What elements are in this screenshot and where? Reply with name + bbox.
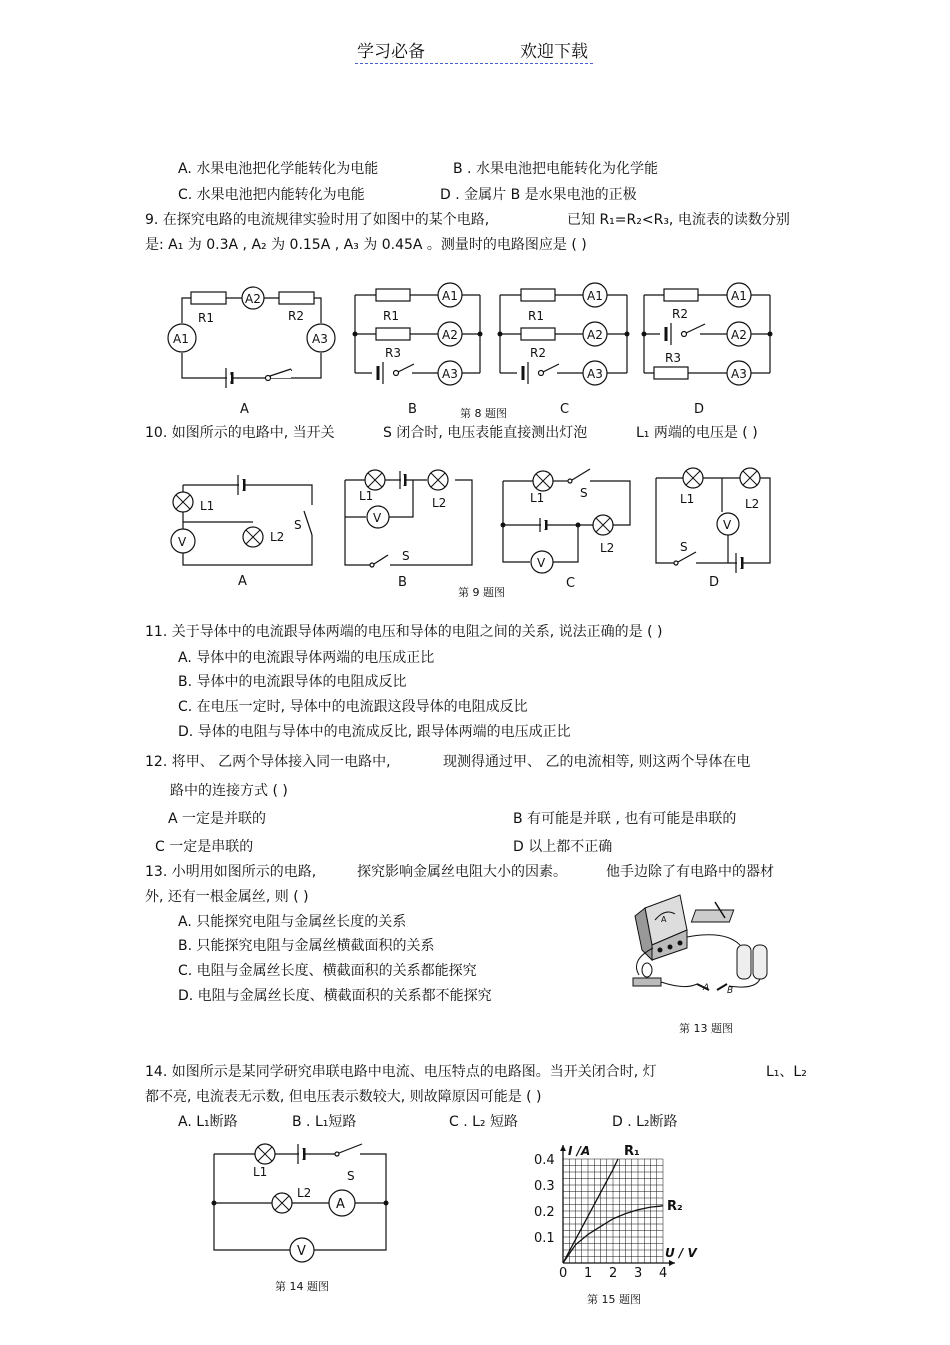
x-axis-label: U / V (665, 1246, 697, 1260)
svg-text:A1: A1 (587, 289, 603, 303)
q15-figure-caption: 第 15 题图 (587, 1293, 641, 1306)
svg-text:A3: A3 (731, 367, 747, 381)
svg-text:L1: L1 (359, 489, 374, 503)
svg-text:L1: L1 (530, 491, 545, 505)
q11-option-c: C. 在电压一定时, 导体中的电流跟这段导体的电阻成反比 (178, 699, 528, 715)
svg-text:V: V (178, 535, 187, 549)
svg-text:R2: R2 (288, 309, 304, 323)
q10-stem-c: L₁ 两端的电压是 ( ) (636, 425, 758, 441)
q11-option-b: B. 导体中的电流跟导体的电阻成反比 (178, 674, 407, 690)
q13-stem-b: 探究影响金属丝电阻大小的因素。 (357, 864, 567, 880)
q11-stem: 11. 关于导体中的电流跟导体两端的电压和导体的电阻之间的关系, 说法正确的是 ( ) (145, 624, 663, 640)
svg-text:B: B (727, 986, 734, 996)
q12-stem-b: 现测得通过甲、 乙的电流相等, 则这两个导体在电 (443, 754, 751, 770)
q13-option-a: A. 只能探究电阻与金属丝长度的关系 (178, 914, 407, 930)
svg-text:R2: R2 (672, 307, 688, 321)
y-tick-label: 0.4 (534, 1153, 555, 1168)
svg-text:L1: L1 (200, 499, 215, 513)
q15-iu-graph (530, 1135, 710, 1285)
q8-option-c: C. 水果电池把内能转化为电能 (178, 187, 365, 203)
svg-text:A1: A1 (442, 289, 458, 303)
series-label-2: R₂ (667, 1198, 683, 1214)
q9-label-d: D (694, 402, 705, 417)
q10-figure-caption: 第 9 题图 (458, 586, 505, 599)
svg-text:A1: A1 (173, 332, 189, 346)
svg-text:L1: L1 (253, 1165, 268, 1179)
q9-label-b: B (408, 402, 417, 417)
q9-figure-caption: 第 8 题图 (460, 407, 507, 420)
q12-option-d: D 以上都不正确 (513, 839, 613, 855)
q9-label-a: A (240, 402, 249, 417)
x-axis-arrow (669, 1260, 675, 1266)
q14-option-a: A. L₁断路 (178, 1114, 238, 1130)
svg-text:A3: A3 (442, 367, 458, 381)
q14-stem-a: 14. 如图所示是某同学研究串联电路中电流、电压特点的电路图。当开关闭合时, 灯 (145, 1064, 657, 1080)
x-tick-label: 1 (584, 1266, 593, 1281)
q12-option-a: A 一定是并联的 (168, 811, 267, 827)
svg-text:A: A (703, 983, 710, 993)
q14-option-c: C . L₂ 短路 (449, 1114, 518, 1130)
q12-stem-line2: 路中的连接方式 ( ) (170, 783, 288, 799)
svg-text:S: S (580, 486, 588, 500)
x-tick-label: 0 (559, 1266, 568, 1281)
q13-stem-line2: 外, 还有一根金属丝, 则 ( ) (145, 889, 309, 905)
svg-text:A2: A2 (587, 328, 603, 342)
svg-text:S: S (294, 518, 302, 532)
svg-text:V: V (373, 511, 382, 525)
q11-option-a: A. 导体中的电流跟导体两端的电压成正比 (178, 650, 435, 666)
q10-label-a: A (238, 574, 247, 589)
q10-label-d: D (709, 575, 720, 590)
q8-option-b: B . 水果电池把电能转化为化学能 (453, 161, 658, 177)
svg-text:S: S (680, 540, 688, 554)
q14-figure-caption: 第 14 题图 (275, 1280, 329, 1293)
q10-stem-b: S 闭合时, 电压表能直接测出灯泡 (383, 425, 588, 441)
svg-text:L2: L2 (297, 1186, 312, 1200)
svg-text:A2: A2 (245, 292, 261, 306)
q8-option-a: A. 水果电池把化学能转化为电能 (178, 161, 379, 177)
svg-text:L1: L1 (680, 492, 695, 506)
y-tick-label: 0.2 (534, 1205, 555, 1220)
q12-option-b: B 有可能是并联 , 也有可能是串联的 (513, 811, 737, 827)
svg-text:S: S (402, 549, 410, 563)
q12-stem-a: 12. 将甲、 乙两个导体接入同一电路中, (145, 754, 391, 770)
q8-option-d: D . 金属片 B 是水果电池的正极 (440, 187, 637, 203)
y-tick-label: 0.1 (534, 1231, 555, 1246)
x-tick-label: 4 (659, 1266, 668, 1281)
svg-text:R2: R2 (530, 346, 546, 360)
svg-text:A: A (336, 1197, 345, 1212)
svg-text:A: A (661, 915, 667, 924)
q12-option-c: C 一定是串联的 (155, 839, 254, 855)
y-axis-label: I /A (568, 1144, 591, 1158)
q9-stem-line2: 是: A₁ 为 0.3A , A₂ 为 0.15A , A₃ 为 0.45A 。测量时的电路图应是 ( ) (145, 237, 587, 253)
svg-text:R1: R1 (528, 309, 544, 323)
q14-stem-line2: 都不亮, 电流表无示数, 但电压表示数较大, 则故障原因可能是 ( ) (145, 1089, 542, 1105)
svg-text:A2: A2 (442, 328, 458, 342)
q13-stem-c: 他手边除了有电路中的器材 (606, 864, 774, 880)
q10-label-c: C (566, 576, 576, 591)
q10-label-b: B (398, 575, 407, 590)
q9-stem-line1a: 9. 在探究电路的电流规律实验时用了如图中的某个电路, (145, 212, 490, 228)
q14-option-d: D . L₂断路 (612, 1114, 678, 1130)
q11-option-d: D. 导体的电阻与导体中的电流成反比, 跟导体两端的电压成正比 (178, 724, 571, 740)
q14-stem-b: L₁、L₂ (766, 1064, 807, 1080)
y-axis-arrow (560, 1145, 566, 1151)
x-tick-label: 3 (634, 1266, 643, 1281)
header-left: 学习必备 (357, 42, 425, 62)
svg-text:R3: R3 (385, 346, 401, 360)
svg-text:V: V (297, 1244, 306, 1259)
svg-text:R1: R1 (383, 309, 399, 323)
svg-text:L2: L2 (432, 496, 447, 510)
svg-text:L2: L2 (600, 541, 615, 555)
svg-text:R1: R1 (198, 311, 214, 325)
svg-text:R3: R3 (665, 351, 681, 365)
svg-text:V: V (537, 556, 546, 570)
q13-option-c: C. 电阻与金属丝长度、横截面积的关系都能探究 (178, 963, 477, 979)
q13-figure-caption: 第 13 题图 (679, 1022, 733, 1035)
q13-option-b: B. 只能探究电阻与金属丝横截面积的关系 (178, 938, 435, 954)
svg-text:A1: A1 (731, 289, 747, 303)
header-right: 欢迎下载 (520, 42, 588, 62)
svg-text:A3: A3 (312, 332, 328, 346)
y-tick-label: 0.3 (534, 1179, 555, 1194)
svg-text:V: V (723, 518, 732, 532)
svg-text:L2: L2 (270, 530, 285, 544)
x-tick-label: 2 (609, 1266, 618, 1281)
q9-stem-line1b: 已知 R₁=R₂<R₃, 电流表的读数分别 (567, 212, 790, 228)
q9-label-c: C (560, 402, 570, 417)
q13-stem-a: 13. 小明用如图所示的电路, (145, 864, 317, 880)
q10-stem-a: 10. 如图所示的电路中, 当开关 (145, 425, 335, 441)
svg-text:A3: A3 (587, 367, 603, 381)
svg-text:L2: L2 (745, 497, 760, 511)
svg-text:A2: A2 (731, 328, 747, 342)
q14-option-b: B . L₁短路 (292, 1114, 357, 1130)
series-label-1: R₁ (624, 1144, 640, 1159)
svg-text:S: S (347, 1169, 355, 1183)
q13-option-d: D. 电阻与金属丝长度、横截面积的关系都不能探究 (178, 988, 492, 1004)
